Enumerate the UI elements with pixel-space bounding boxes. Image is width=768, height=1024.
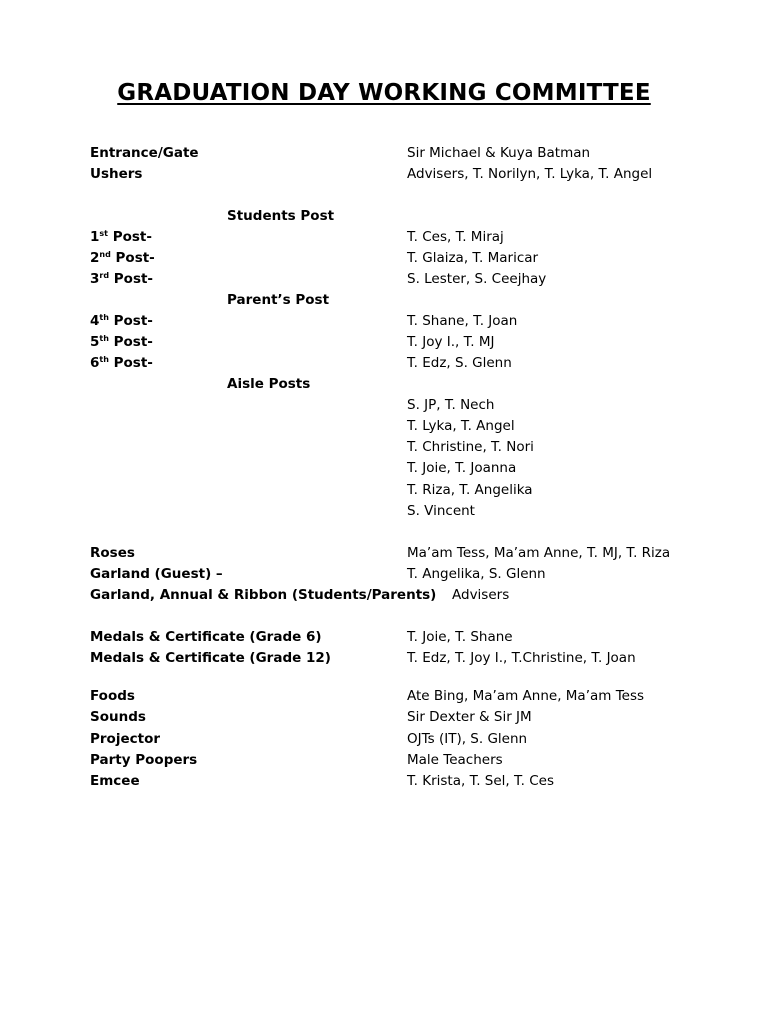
row-value: T. Riza, T. Angelika	[407, 482, 533, 498]
committee-row-3rd-post	[0, 269, 768, 290]
committee-row-2nd-post	[0, 248, 768, 269]
post-word: Post-	[108, 334, 153, 350]
committee-row-4th-post	[0, 311, 768, 332]
row-value: Advisers	[452, 587, 510, 603]
aisle-assignment-row	[0, 437, 768, 458]
ordinal-suffix: th	[99, 355, 109, 364]
row-value: S. Lester, S. Ceejhay	[407, 271, 547, 287]
aisle-assignment-row	[0, 416, 768, 437]
aisle-assignment-row	[0, 395, 768, 416]
row-value: T. Edz, T. Joy I., T.Christine, T. Joan	[407, 650, 636, 666]
row-label: Ushers	[90, 166, 143, 182]
post-number: 5	[90, 334, 100, 350]
committee-row-roses	[0, 543, 768, 564]
post-word: Post-	[110, 250, 155, 266]
ordinal-suffix: rd	[99, 271, 110, 280]
section-heading: Parent’s Post	[227, 292, 330, 308]
row-label: Party Poopers	[90, 752, 198, 768]
post-number: 2	[90, 250, 100, 266]
row-label: Sounds	[90, 709, 146, 725]
committee-row-5th-post	[0, 332, 768, 353]
aisle-assignment-row	[0, 501, 768, 522]
row-value: S. JP, T. Nech	[407, 397, 495, 413]
row-value: T. Angelika, S. Glenn	[407, 566, 546, 582]
post-word: Post-	[108, 229, 152, 245]
committee-row-sounds	[0, 707, 768, 728]
row-label: Garland (Guest) –	[90, 566, 223, 582]
row-value: Sir Michael & Kuya Batman	[407, 145, 591, 161]
section-heading: Students Post	[227, 208, 335, 224]
section-heading-students-post	[0, 206, 768, 227]
row-value: T. Joie, T. Shane	[407, 629, 513, 645]
section-heading-aisle-posts	[0, 374, 768, 395]
row-label: Garland, Annual & Ribbon (Students/Parents)	[90, 587, 437, 603]
committee-row-6th-post	[0, 353, 768, 374]
committee-row-medals-grade-12	[0, 648, 768, 669]
row-label: Medals & Certificate (Grade 12)	[90, 650, 331, 666]
row-value: T. Shane, T. Joan	[407, 313, 518, 329]
row-value: Male Teachers	[407, 752, 503, 768]
row-value: T. Lyka, T. Angel	[407, 418, 515, 434]
row-value: OJTs (IT), S. Glenn	[407, 731, 528, 747]
post-number: 4	[90, 313, 100, 329]
committee-row-foods	[0, 686, 768, 707]
post-number: 6	[90, 355, 100, 371]
row-label	[90, 227, 152, 248]
aisle-assignment-row	[0, 458, 768, 479]
row-label: Entrance/Gate	[90, 145, 199, 161]
row-label: Foods	[90, 688, 135, 704]
committee-row-entrance-gate	[0, 143, 768, 164]
committee-row-garland-guest	[0, 564, 768, 585]
post-word: Post-	[108, 313, 153, 329]
row-value: T. Edz, S. Glenn	[407, 355, 512, 371]
committee-row-garland-annual-ribbon	[0, 585, 768, 606]
row-value: Sir Dexter & Sir JM	[407, 709, 532, 725]
row-label: Medals & Certificate (Grade 6)	[90, 629, 322, 645]
committee-row-medals-grade-6	[0, 627, 768, 648]
row-value: S. Vincent	[407, 503, 475, 519]
row-label	[90, 332, 153, 353]
ordinal-suffix: th	[99, 313, 109, 322]
aisle-assignment-row	[0, 480, 768, 501]
row-label	[90, 248, 155, 269]
row-value: Ma’am Tess, Ma’am Anne, T. MJ, T. Riza	[407, 545, 671, 561]
row-value: T. Christine, T. Nori	[407, 439, 534, 455]
row-label: Projector	[90, 731, 160, 747]
post-word: Post-	[109, 271, 154, 287]
row-value: Advisers, T. Norilyn, T. Lyka, T. Angel	[407, 166, 653, 182]
row-value: T. Joie, T. Joanna	[407, 460, 517, 476]
row-label: Emcee	[90, 773, 140, 789]
row-label: Roses	[90, 545, 135, 561]
ordinal-suffix: th	[99, 334, 109, 343]
row-value: T. Joy I., T. MJ	[407, 334, 495, 350]
ordinal-suffix: st	[99, 229, 108, 238]
committee-row-ushers	[0, 164, 768, 185]
row-value: Ate Bing, Ma’am Anne, Ma’am Tess	[407, 688, 645, 704]
post-number: 3	[90, 271, 100, 287]
row-value: T. Krista, T. Sel, T. Ces	[407, 773, 554, 789]
committee-row-projector	[0, 729, 768, 750]
committee-row-emcee	[0, 771, 768, 792]
section-heading-parents-post	[0, 290, 768, 311]
committee-row-party-poopers	[0, 750, 768, 771]
row-label	[90, 269, 153, 290]
row-label	[90, 353, 153, 374]
page-title: GRADUATION DAY WORKING COMMITTEE	[117, 80, 651, 106]
committee-row-1st-post	[0, 227, 768, 248]
row-label	[90, 311, 153, 332]
row-value: T. Glaiza, T. Maricar	[407, 250, 539, 266]
section-heading: Aisle Posts	[227, 376, 311, 392]
ordinal-suffix: nd	[99, 250, 111, 259]
row-value: T. Ces, T. Miraj	[407, 229, 504, 245]
post-word: Post-	[108, 355, 153, 371]
post-number: 1	[90, 229, 100, 245]
